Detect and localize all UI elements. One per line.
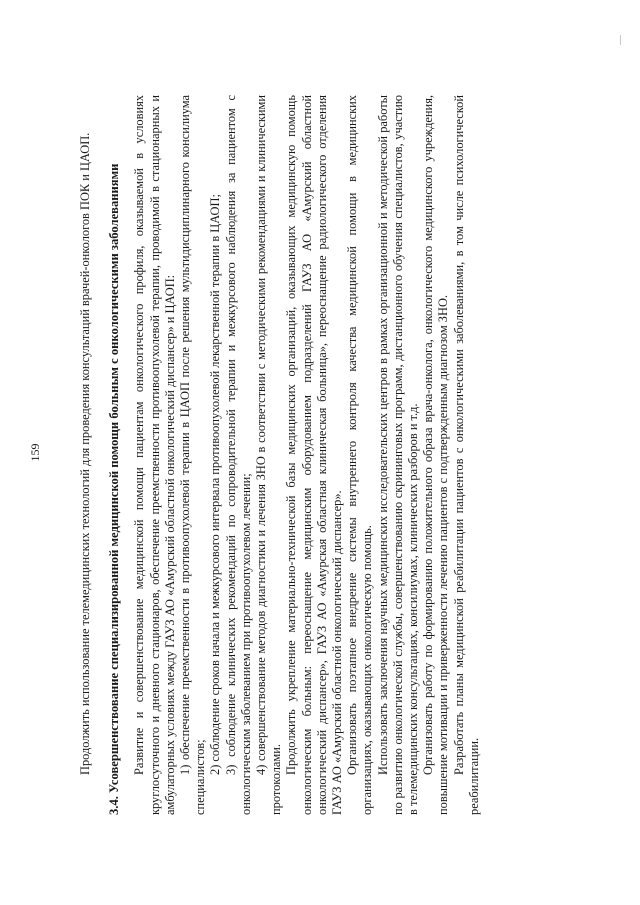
paragraph-intro-care: Развитие и совершенствование медицинской помощи пациентам онкологического профиля, оказываемой в условиях круглосуточного и дневного стационаров, обеспечение преемственности противоопухолевой терапии, проводимой в стационарных и амбулаторных условиях между ГАУЗ АО «Амурский областной онкологический диспансер» и ЦАОП:	[132, 95, 177, 815]
document-body	[78, 95, 482, 815]
paragraph-quality-control: Организовать поэтапное внедрение системы внутреннего контроля качества медицинской помощи в медицинских организациях, оказывающих онкологическую помощь.	[345, 95, 375, 815]
paragraph-rehabilitation: Разработать планы медицинской реабилитации пациентов с онкологическими заболеваниями, в том числе психологической реабилитации.	[451, 95, 481, 815]
list-item-4: 4) совершенствование методов диагностики и лечения ЗНО в соответствии с методическими рекомендациями и клиническими протоколами.	[254, 95, 284, 815]
paragraph-research-centers: Использовать заключения научных медицинских исследовательских центров в рамках организационной и методической работы по развитию онкологической службы, совершенствованию скрининговых программ, дистанционного обучения специалистов, участию в телемедицинских консультациях, консилиумах, клинических разборов и т.д.	[375, 95, 421, 815]
paragraph-image: Организовать работу по формированию положительного образа врача-онколога, онкологического медицинского учреждения, повышение мотивации и приверженности лечению пациентов с подтвержденным диагнозом ЗНО.	[421, 95, 451, 815]
page-number: 159	[28, 443, 42, 462]
paragraph-equipment: Продолжить укрепление материально-технической базы медицинских организаций, оказывающих медицинскую помощь онкологическим больным: переоснащение медицинским оборудованием подразделений ГАУЗ АО «Амурский областной онкологический диспансер», ГАУЗ АО «Амурская областная клиническая больница», переоснащение радиологического отделения ГАУЗ АО «Амурский областной онкологический диспансер».	[284, 95, 345, 815]
intro-paragraph: Продолжить использование телемедицинских технологий для проведения консультаций врачей-онкологов ПОК и ЦАОП.	[78, 132, 92, 775]
scan-mark	[620, 35, 621, 45]
section-heading: 3.4. Усовершенствование специализированной медицинской помощи больным с онкологическими заболеваниями	[107, 163, 122, 815]
list-item-2: 2) соблюдение сроков начала и межкурсового интервала противоопухолевой лекарственной терапии в ЦАОП;	[208, 194, 223, 775]
list-item-1: 1) обеспечение преемственности в противоопухолевой терапии в ЦАОП после решения мультидисциплинарного консилиума специалистов;	[178, 95, 208, 815]
list-item-3: 3) соблюдение клинических рекомендаций по сопроводительной терапии и межкурсового наблюдения за пациентом с онкологическим заболеванием при противоопухолевом лечении;	[223, 95, 253, 815]
